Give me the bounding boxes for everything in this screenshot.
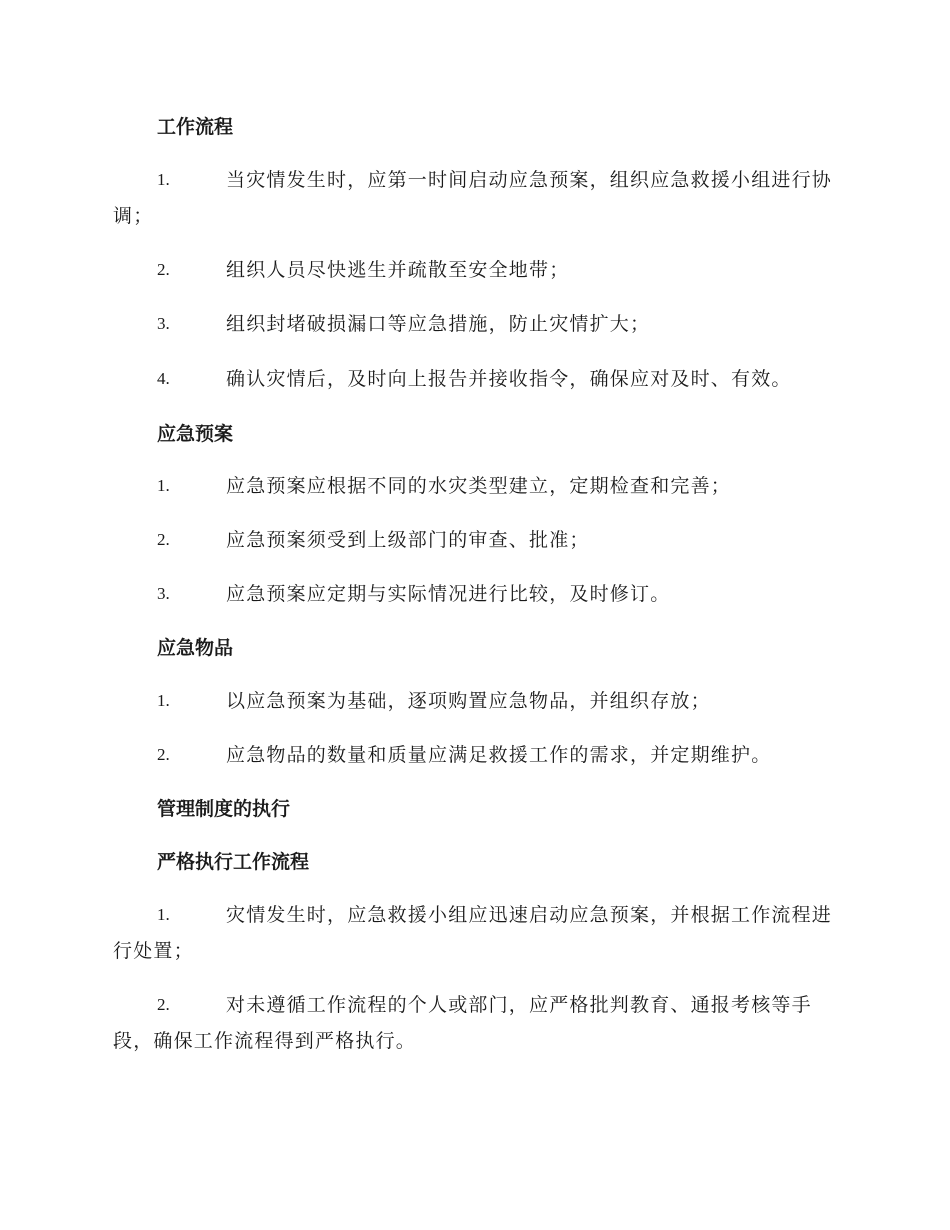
list-item-text: 应急预案应定期与实际情况进行比较，及时修订。	[226, 583, 671, 605]
list-item-number: 1.	[157, 170, 170, 189]
list-item-text: 灾情发生时，应急救援小组应迅速启动应急预案，并根据工作流程进行处置；	[113, 904, 833, 962]
list-item	[113, 361, 833, 397]
list-item-number: 2.	[157, 530, 170, 549]
list-item-number: 1.	[157, 691, 170, 710]
list-item-number: 2.	[157, 745, 170, 764]
list-item-number: 2.	[157, 995, 170, 1014]
list-item-text: 应急预案须受到上级部门的审查、批准；	[226, 529, 590, 551]
list-item-number: 2.	[157, 260, 170, 279]
list-item-text: 以应急预案为基础，逐项购置应急物品，并组织存放；	[226, 690, 711, 712]
list-item	[113, 987, 833, 1059]
section-heading-strict-workflow: 严格执行工作流程	[157, 851, 310, 873]
list-item-text: 组织人员尽快逃生并疏散至安全地带；	[226, 259, 570, 281]
list-item-text: 应急物品的数量和质量应满足救援工作的需求，并定期维护。	[226, 744, 772, 766]
list-item-text: 当灾情发生时，应第一时间启动应急预案，组织应急救援小组进行协调；	[113, 169, 833, 227]
section-heading-emergency-supplies: 应急物品	[157, 637, 234, 659]
list-item	[113, 252, 833, 288]
list-item	[113, 162, 833, 234]
section-heading-policy-execution: 管理制度的执行	[157, 798, 291, 820]
list-item-number: 1.	[157, 905, 170, 924]
list-item	[113, 737, 833, 773]
list-item	[113, 306, 833, 342]
list-item-number: 3.	[157, 584, 170, 603]
list-item	[113, 522, 833, 558]
list-item-text: 对未遵循工作流程的个人或部门，应严格批判教育、通报考核等手段，确保工作流程得到严格执行。	[113, 994, 812, 1052]
list-item-text: 确认灾情后，及时向上报告并接收指令，确保应对及时、有效。	[226, 368, 792, 390]
section-heading-emergency-plan: 应急预案	[157, 423, 234, 445]
list-item-text: 应急预案应根据不同的水灾类型建立，定期检查和完善；	[226, 475, 732, 497]
section-heading-workflow: 工作流程	[157, 116, 234, 138]
list-item	[113, 468, 833, 504]
list-item	[113, 576, 833, 612]
list-item	[113, 683, 833, 719]
list-item-text: 组织封堵破损漏口等应急措施，防止灾情扩大；	[226, 313, 651, 335]
list-item-number: 3.	[157, 314, 170, 333]
list-item-number: 1.	[157, 476, 170, 495]
list-item-number: 4.	[157, 369, 170, 388]
list-item	[113, 897, 833, 969]
